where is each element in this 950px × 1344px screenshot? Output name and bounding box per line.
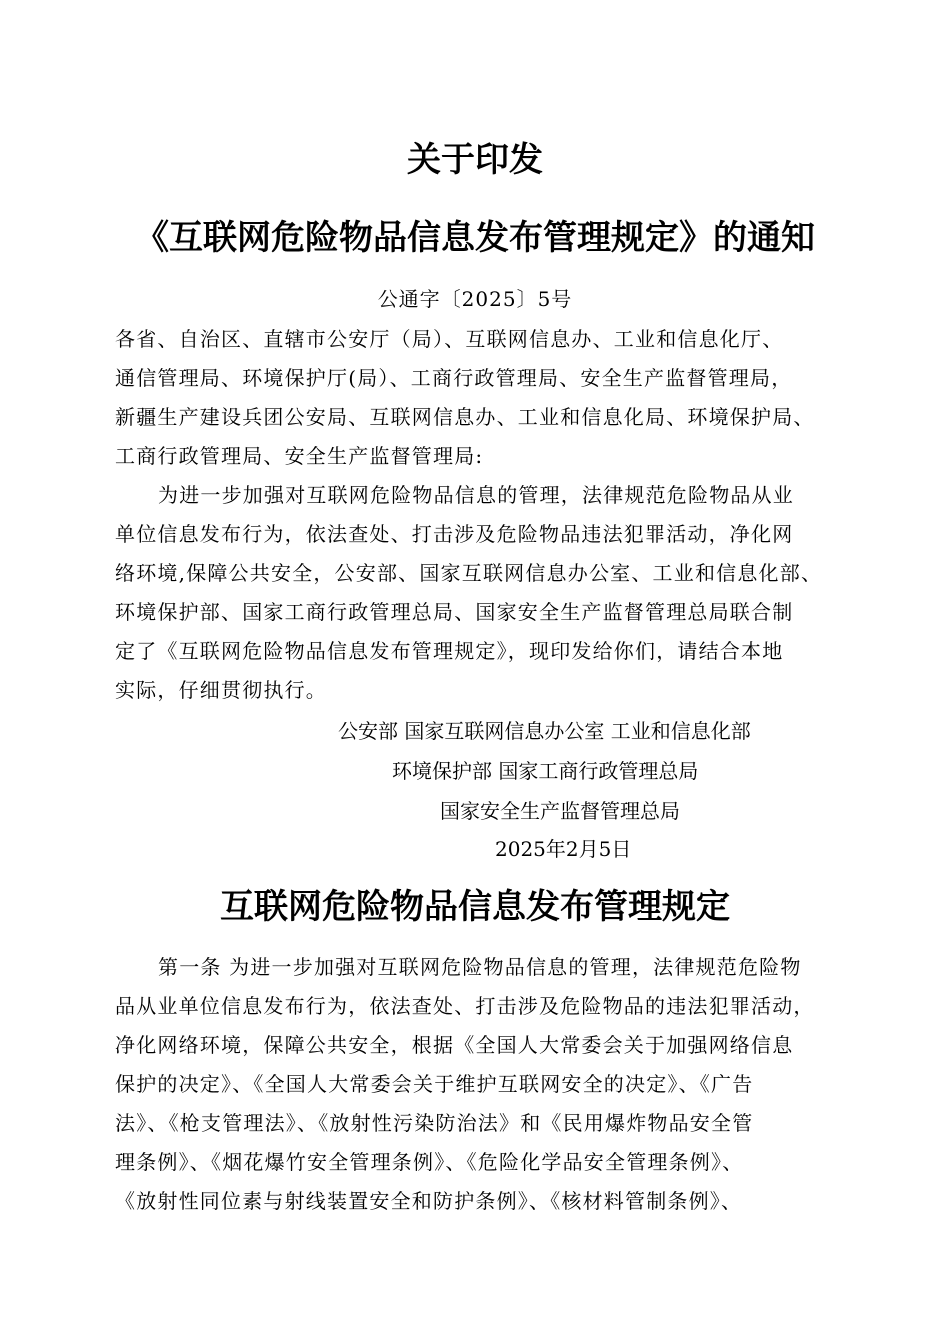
addressee-line: 通信管理局、环境保护厅(局）、工商行政管理局、安全生产监督管理局， [115,366,793,390]
addressee-block [115,320,855,476]
body-line: 络环境,保障公共安全，公安部、国家互联网信息办公室、工业和信息化部、 [115,561,823,585]
addressee-line: 新疆生产建设兵团公安局、互联网信息办、工业和信息化局、环境保护局、 [115,405,815,429]
signatory-line: 国家安全生产监督管理总局 [440,799,680,823]
notice-title-line1: 关于印发 [407,140,543,180]
document-number: 公通字〔2025〕5号 [377,287,573,311]
article-line: 净化网络环境，保障公共安全，根据《全国人大常委会关于加强网络信息 [115,1033,794,1057]
body-line: 单位信息发布行为，依法查处、打击涉及危险物品违法犯罪活动，净化网 [115,522,794,546]
article-line: 保护的决定》、《全国人大常委会关于维护互联网安全的决定》、《广告 [115,1072,754,1096]
regulation-title: 互联网危险物品信息发布管理规定 [220,887,730,927]
signatory-line: 环境保护部 国家工商行政管理总局 [392,759,699,783]
article-line: 理条例》、《烟花爆竹安全管理条例》、《危险化学品安全管理条例》、 [115,1150,744,1174]
article-line: 法》、《枪支管理法》、《放射性污染防治法》和《民用爆炸物品安全管 [115,1111,754,1135]
article-line: 第一条 为进一步加强对互联网危险物品信息的管理，法律规范危险物 [158,955,802,979]
body-line: 实际，仔细贯彻执行。 [115,678,327,702]
regulation-article-1 [115,948,855,1221]
article-line: 《放射性同位素与射线装置安全和防护条例》、《核材料管制条例》、 [115,1189,743,1213]
notice-body [115,476,855,710]
notice-date: 2025年2月5日 [495,837,632,861]
body-line: 环境保护部、国家工商行政管理总局、国家安全生产监督管理总局联合制 [115,600,794,624]
body-line: 为进一步加强对互联网危险物品信息的管理，法律规范危险物品从业 [158,483,794,507]
article-line: 品从业单位信息发布行为，依法查处、打击涉及危险物品的违法犯罪活动， [115,994,815,1018]
notice-title-line2: 《互联网危险物品信息发布管理规定》的通知 [135,218,815,258]
signatory-line: 公安部 国家互联网信息办公室 工业和信息化部 [338,719,751,743]
body-line: 定了《互联网危险物品信息发布管理规定》，现印发给你们，请结合本地 [115,639,784,663]
addressee-line: 工商行政管理局、安全生产监督管理局: [115,444,484,468]
addressee-line: 各省、自治区、直辖市公安厅（局）、互联网信息办、工业和信息化厅、 [115,327,784,351]
